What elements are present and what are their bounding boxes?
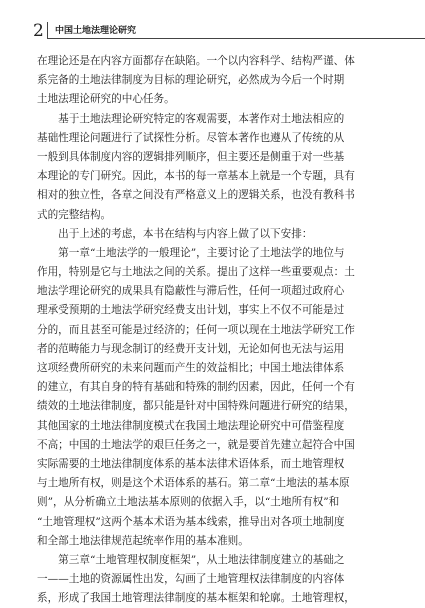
text-line: 基础性理论问题进行了试探性分析。尽管本著作也遵从了传统的从	[37, 131, 345, 144]
text-line: 土地法理论研究的中心任务。	[37, 93, 175, 106]
text-line: 的建立，有其自身的特有基础和特殊的制约因素，因此，任何一个有	[37, 381, 355, 394]
text-line: 一般到具体制度内容的逻辑排列顺序，但主要还是侧重于对一些基	[37, 150, 345, 163]
text-line: 这项经费所研究的未来问题而产生的效益相比；中国土地法律体系	[37, 362, 345, 374]
text-line: 地法学理论研究的成果具有隐蔽性与滞后性，任何一项超过政府心	[37, 285, 345, 298]
text-line: 式的完整结构。	[37, 208, 112, 221]
text-line: 和全部土地法律规范起统率作用的基本准则。	[37, 534, 249, 547]
text-line: 基于土地法理论研究特定的客观需要，本著作对土地法相应的	[37, 112, 345, 125]
text-line: 理承受预期的土地法学研究经费支出计划，事实上不仅不可能是过	[37, 304, 345, 317]
header-rule	[47, 38, 425, 39]
text-line: “土地管理权”这两个基本术语为基本线索，推导出对各项土地制度	[37, 515, 345, 528]
body-text	[37, 52, 411, 608]
page-header	[33, 22, 425, 42]
text-line: 绩效的土地法律制度，都只能是针对中国特殊问题进行研究的结果，	[37, 400, 355, 413]
text-line: 一——土地的资源属性出发，勾画了土地管理权法律制度的内容体	[37, 573, 345, 586]
text-line: 相对的独立性，各章之间没有严格意义上的逻辑关系，也没有教科书	[37, 189, 355, 202]
text-line: 作用，特别是它与土地法之间的关系。提出了这样一些重要观点：土	[37, 266, 355, 279]
header-vertical-rule	[47, 22, 48, 38]
running-title: 中国土地法理论研究	[55, 26, 137, 36]
text-line: 系，形成了我国土地管理法律制度的基本框架和轮廓。土地管理权，	[37, 592, 355, 605]
text-line: 分的，而且甚至可能是过经济的；任何一项以现在土地法学研究工作	[37, 323, 355, 336]
text-line: 与土地所有权，则是这个术语体系的基石。第二章“土地法的基本原	[37, 477, 350, 490]
text-line: 系完备的土地法律制度为目标的理论研究，必然成为今后一个时期	[37, 74, 345, 87]
page-number: 2	[33, 21, 44, 41]
text-line: 第一章“土地法学的一般理论”，主要讨论了土地法学的地位与	[37, 246, 345, 259]
text-line: 其他国家的土地法律制度模式在我国土地法理论研究中可借鉴程度	[37, 419, 345, 432]
text-line: 第三章“土地管理权制度框架”，从土地法律制度建立的基础之	[37, 553, 345, 566]
text-line: 本理论的专门研究。因此，本书的每一章基本上就是一个专题，具有	[37, 170, 355, 183]
text-line: 实际需要的土地法律制度体系的基本法律术语体系，而土地管理权	[37, 457, 345, 470]
text-line: 者的范畴能力与现念制订的经费开支计划，无论如何也无法与运用	[37, 342, 345, 355]
text-line: 不高；中国的土地法学的艰巨任务之一，就是要首先建立起符合中国	[37, 438, 355, 451]
text-line: 则”，从分析确立土地法基本原则的依据入手，以“土地所有权”和	[37, 496, 340, 509]
text-line: 出于上述的考虑，本书在结构与内容上做了以下安排：	[37, 227, 313, 240]
text-line: 在理论还是在内容方面都存在缺陷。一个以内容科学、结构严谨、体	[37, 55, 355, 67]
